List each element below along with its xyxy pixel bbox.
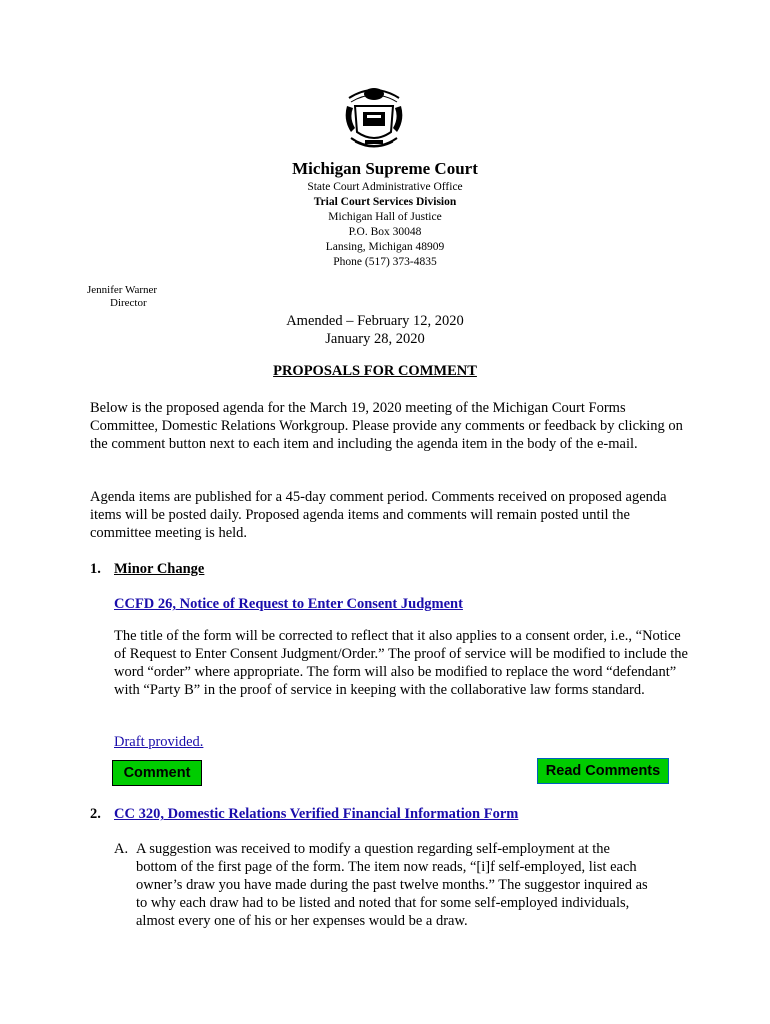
- subitem-text: A suggestion was received to modify a question regarding self-employment at the bottom of the first page of the form. The item now reads, “[i]f self-employed, list each owner’s draw you have made during the past twelve months.” The suggestor inquired as to why each draw had to be listed and noted that for some self-employed individuals, almost every one of his or her expenses would be a draw.: [136, 841, 648, 929]
- director-name: Jennifer Warner: [87, 284, 158, 296]
- city-line: Lansing, Michigan 48909: [325, 241, 445, 253]
- item-number: 2.: [90, 806, 101, 822]
- agenda-item-1-title: [90, 561, 204, 578]
- cc320-form-link[interactable]: CC 320, Domestic Relations Verified Financial Information Form: [114, 806, 519, 822]
- michigan-seal-icon: [341, 80, 407, 154]
- read-comments-button[interactable]: Read Comments: [537, 758, 669, 784]
- amended-date: Amended – February 12, 2020: [286, 313, 464, 329]
- po-box-line: P.O. Box 30048: [348, 226, 422, 238]
- subitem-letter: A.: [114, 841, 129, 857]
- director-title: Director: [110, 297, 147, 309]
- page-heading: PROPOSALS FOR COMMENT: [273, 363, 477, 379]
- org-address-block: [0, 180, 770, 270]
- intro-paragraph-1: Below is the proposed agenda for the March 19, 2020 meeting of the Michigan Court Forms Committee, Domestic Relations Workgroup. Please provide any comments or feedback by clicking on the comment button next to each item and including the agenda item in the body of the e-mail.: [90, 400, 683, 452]
- agenda-item-2-title: [90, 806, 518, 823]
- item-number: 1.: [90, 561, 101, 577]
- building-line: Michigan Hall of Justice: [328, 211, 442, 223]
- org-name: Michigan Supreme Court: [292, 159, 478, 178]
- draft-provided-link[interactable]: Draft provided.: [114, 734, 204, 750]
- ccfd26-form-link[interactable]: CCFD 26, Notice of Request to Enter Consent Judgment: [114, 596, 463, 612]
- intro-paragraph-2: Agenda items are published for a 45-day comment period. Comments received on proposed agenda items will be posted daily. Proposed agenda items and comments will remain posted until the committee meeting is held.: [90, 489, 667, 541]
- agenda-item-1-description: The title of the form will be corrected to reflect that it also applies to a consent order, i.e., “Notice of Request to Enter Consent Judgment/Order.” The proof of service will be modified to include the word “order” where appropriate. The form will also be modified to replace the word “defendant” with “Party B” in the proof of service in keeping with the collaborative law forms standard.: [114, 628, 688, 698]
- comment-button[interactable]: Comment: [112, 760, 202, 786]
- date-block: [0, 312, 750, 348]
- item-category: Minor Change: [114, 561, 205, 577]
- phone-line: Phone (517) 373-4835: [333, 256, 437, 268]
- office-line: State Court Administrative Office: [307, 181, 463, 193]
- division-line: Trial Court Services Division: [313, 196, 457, 208]
- agenda-item-2-subitem-a: [114, 840, 654, 930]
- director-block: [87, 284, 157, 310]
- original-date: January 28, 2020: [325, 331, 425, 347]
